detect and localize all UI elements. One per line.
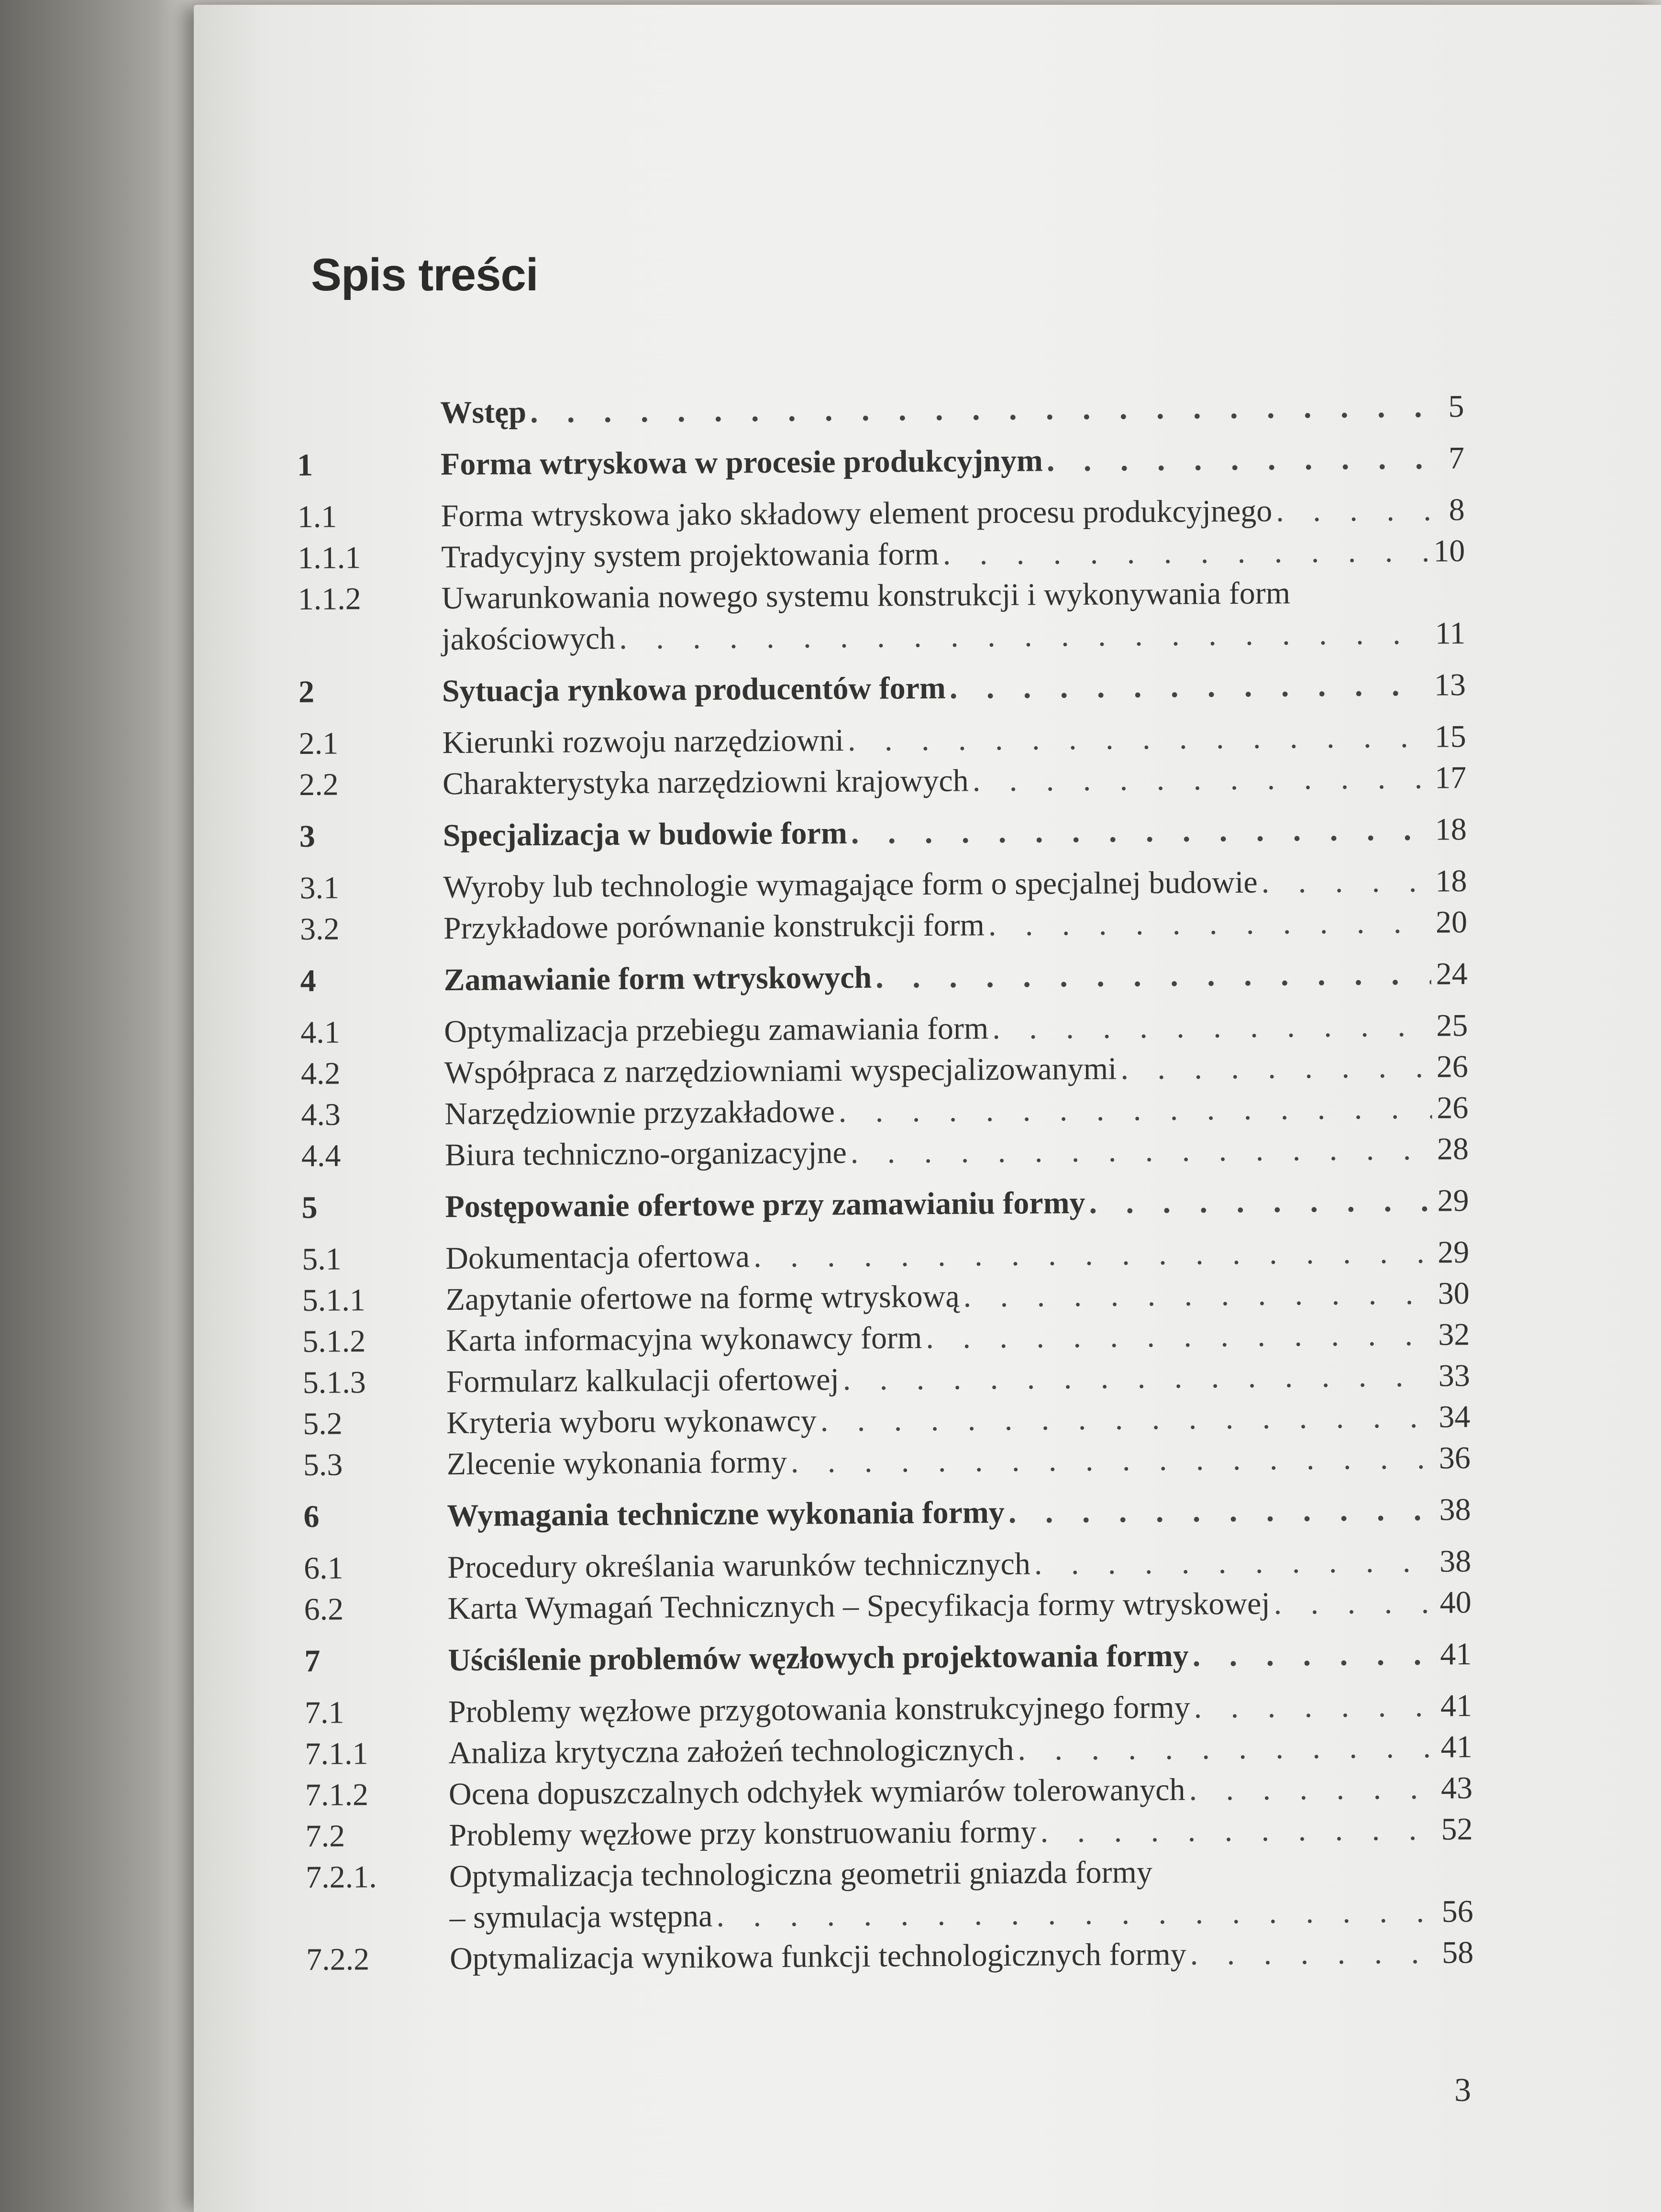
toc-dot-leader <box>1273 1582 1435 1625</box>
toc-entry-page: 56 <box>1441 1894 1473 1929</box>
toc-section-entry <box>305 1809 1473 1857</box>
toc-entry-page: 13 <box>1434 667 1466 703</box>
toc-section-entry <box>303 1396 1470 1445</box>
toc-entry-body <box>445 1180 1469 1228</box>
toc-chapter-entry <box>304 1634 1472 1682</box>
toc-entry-title: Optymalizacja wynikowa funkcji technologicznych formy <box>449 1936 1186 1977</box>
toc-entry-number: 4.1 <box>300 1015 341 1050</box>
toc-entry-line <box>445 1232 1469 1279</box>
toc-entry-page: 28 <box>1437 1131 1469 1167</box>
toc-entry-line <box>447 1438 1471 1485</box>
toc-entry-body <box>445 1273 1469 1320</box>
toc-dot-leader <box>1276 490 1431 532</box>
toc-entry-line <box>446 1355 1470 1403</box>
toc-entry-line <box>440 386 1464 433</box>
toc-entry-page: 52 <box>1441 1812 1473 1847</box>
toc-entry-number: 7.1.2 <box>305 1777 369 1813</box>
toc-entry-page: 15 <box>1434 719 1466 754</box>
toc-dot-leader <box>1120 1047 1432 1090</box>
toc-entry-line <box>449 1768 1473 1815</box>
toc-section-entry <box>303 1355 1470 1404</box>
toc-section-entry <box>305 1685 1472 1734</box>
toc-section-entry <box>297 489 1464 538</box>
toc-entry-number: 6.2 <box>304 1592 344 1627</box>
toc-entry-number: 2.2 <box>299 767 339 802</box>
toc-section-entry <box>298 572 1466 661</box>
toc-entry-line <box>441 438 1464 485</box>
toc-entry-title: Wymagania techniczne wykonania formy <box>447 1495 1005 1534</box>
toc-entry-body <box>440 386 1464 433</box>
toc-entry-page: 10 <box>1433 533 1465 569</box>
toc-entry-body <box>448 1634 1472 1681</box>
toc-entry-line <box>446 1396 1470 1444</box>
toc-entry-page: 18 <box>1435 863 1467 899</box>
toc-entry-body <box>449 1809 1473 1856</box>
toc-entry-title: Kryteria wyboru wykonawcy <box>446 1403 817 1441</box>
toc-entry-body <box>443 953 1467 1001</box>
toc-entry-number: 5 <box>301 1190 318 1225</box>
toc-dot-leader <box>848 717 1430 761</box>
toc-section-entry <box>302 1314 1470 1362</box>
toc-entry-page: 24 <box>1436 956 1468 992</box>
toc-entry-line <box>450 1932 1473 1980</box>
toc-entry-title: Tradycyjny system projektowania form <box>441 536 940 575</box>
toc-entry-title: Problemy węzłowe przy konstruowaniu formy <box>449 1814 1037 1853</box>
toc-entry-body <box>443 861 1467 908</box>
toc-dot-leader <box>1018 1727 1436 1770</box>
toc-dot-leader <box>943 531 1429 575</box>
toc-entry-body <box>441 531 1465 578</box>
table-of-contents <box>297 376 1473 1980</box>
toc-entry-body <box>449 1768 1473 1815</box>
toc-entry-number: 4 <box>300 963 316 998</box>
toc-entry-title: Zlecenie wykonania formy <box>446 1444 787 1482</box>
toc-dot-leader <box>992 1006 1432 1050</box>
toc-dot-leader <box>820 1397 1434 1442</box>
toc-chapter-entry <box>300 953 1467 1002</box>
toc-section-entry <box>301 1128 1469 1177</box>
toc-entry-line <box>448 1726 1472 1774</box>
toc-dot-leader <box>1040 1809 1436 1853</box>
toc-entry-title-line: Optymalizacja technologiczna geometrii gniazda formy <box>449 1855 1153 1894</box>
toc-section-entry <box>304 1582 1471 1630</box>
toc-dot-leader <box>850 1129 1432 1173</box>
page-number: 3 <box>1454 2072 1471 2109</box>
toc-entry-line <box>442 664 1466 712</box>
toc-entry-number: 2 <box>298 674 315 709</box>
toc-dot-leader <box>950 665 1430 709</box>
toc-dot-leader <box>963 1273 1433 1317</box>
toc-entry-title: Karta informacyjna wykonawcy form <box>446 1320 922 1359</box>
toc-entry-number: 6 <box>303 1499 320 1534</box>
toc-entry-page: 25 <box>1436 1008 1468 1043</box>
toc-section-entry <box>305 1768 1473 1816</box>
toc-entry-number: 1 <box>297 447 313 483</box>
toc-entry-body <box>444 1087 1468 1135</box>
toc-entry-line <box>444 1005 1468 1052</box>
toc-entry-title: Ocena dopuszczalnych odchyłek wymiarów tolerowanych <box>448 1772 1185 1812</box>
toc-entry-line <box>445 1273 1469 1320</box>
toc-entry-number: 3.1 <box>299 870 340 906</box>
toc-entry-line <box>445 1128 1469 1176</box>
toc-entry-number: 7 <box>304 1643 321 1679</box>
toc-entry-body <box>447 1438 1471 1485</box>
toc-entry-line <box>443 902 1467 949</box>
toc-entry-line <box>445 1180 1469 1228</box>
toc-entry-number: 4.4 <box>301 1138 341 1173</box>
toc-entry-body <box>446 1314 1470 1361</box>
toc-dot-leader <box>838 1088 1432 1133</box>
toc-entry-page: 58 <box>1441 1935 1474 1970</box>
toc-entry-title: Karta Wymagań Technicznych – Specyfikacja formy wtryskowej <box>447 1586 1270 1626</box>
toc-entry-number: 5.1.3 <box>302 1365 366 1400</box>
toc-entry-line <box>444 1046 1468 1094</box>
toc-chapter-entry <box>299 664 1466 713</box>
toc-entry-title: Narzędziownie przyzakładowe <box>444 1094 835 1132</box>
toc-entry-title: Analiza krytyczna założeń technologicznych <box>448 1732 1014 1771</box>
toc-entry-number: 1.1.2 <box>298 581 361 617</box>
toc-dot-leader <box>972 758 1430 802</box>
toc-entry-number: 7.2.2 <box>306 1942 370 1977</box>
toc-entry-title: Wstęp <box>440 395 527 431</box>
toc-dot-leader <box>851 809 1430 854</box>
toc-entry-title: Problemy węzłowe przygotowania konstrukcyjnego formy <box>448 1690 1190 1730</box>
toc-section-entry <box>305 1726 1472 1775</box>
toc-entry-body <box>443 809 1467 856</box>
toc-entry-line <box>441 531 1465 578</box>
page-title: Spis treści <box>311 249 538 300</box>
toc-dot-leader <box>1261 861 1430 903</box>
toc-entry-line <box>448 1634 1472 1681</box>
toc-entry-number: 6.1 <box>303 1550 343 1586</box>
toc-section-entry <box>300 902 1467 950</box>
toc-entry-body <box>446 1355 1470 1403</box>
toc-entry-number: 3 <box>299 818 316 854</box>
toc-entry-page: 40 <box>1440 1585 1472 1620</box>
toc-entry-body <box>447 1489 1471 1537</box>
toc-entry-line <box>447 1541 1471 1588</box>
toc-entry-title: Zamawianie form wtryskowych <box>443 960 872 998</box>
toc-entry-page: 34 <box>1439 1399 1471 1435</box>
toc-dot-leader <box>1089 1181 1432 1224</box>
toc-entry-page: 29 <box>1437 1183 1469 1218</box>
toc-entry-number: 5.1 <box>301 1241 342 1277</box>
toc-section-entry <box>303 1438 1471 1486</box>
toc-entry-line <box>447 1582 1471 1629</box>
toc-entry-number: 5.1.1 <box>302 1283 365 1318</box>
toc-entry-page: 33 <box>1438 1358 1470 1394</box>
toc-entry-title: Uściślenie problemów węzłowych projektowania formy <box>448 1638 1189 1678</box>
toc-entry-line <box>443 861 1467 908</box>
toc-entry-page: 11 <box>1435 616 1466 651</box>
toc-entry-line <box>449 1809 1473 1856</box>
toc-entry-line <box>443 953 1467 1001</box>
toc-entry-body <box>445 1232 1469 1279</box>
toc-entry-body <box>443 757 1466 805</box>
toc-entry-page: 32 <box>1438 1317 1470 1352</box>
toc-dot-leader <box>1190 1932 1437 1975</box>
toc-entry-body <box>447 1541 1471 1588</box>
toc-entry-page: 26 <box>1437 1090 1469 1126</box>
toc-entry-number: 1.1 <box>297 499 337 534</box>
toc-entry-title: jakościowych <box>442 620 616 657</box>
toc-entry-line <box>446 1314 1470 1361</box>
toc-section-entry <box>299 757 1466 806</box>
toc-chapter-entry <box>297 386 1464 434</box>
toc-entry-number: 2.1 <box>299 726 339 761</box>
toc-entry-body <box>441 438 1464 485</box>
toc-dot-leader <box>875 954 1431 998</box>
toc-entry-title: Współpraca z narzędziowniami wyspecjalizowanymi <box>444 1051 1117 1091</box>
toc-entry-number: 3.2 <box>299 911 340 947</box>
toc-entry-body <box>447 1582 1471 1629</box>
toc-dot-leader <box>1194 1686 1436 1728</box>
toc-chapter-entry <box>303 1489 1471 1537</box>
toc-entry-body <box>446 1396 1470 1444</box>
toc-entry-body <box>442 664 1466 712</box>
toc-entry-line <box>442 613 1465 660</box>
toc-dot-leader <box>791 1438 1434 1483</box>
toc-entry-body <box>441 489 1464 537</box>
toc-entry-body <box>443 902 1467 949</box>
toc-section-entry <box>306 1932 1473 1980</box>
toc-section-entry <box>298 531 1465 579</box>
toc-entry-body <box>448 1726 1472 1774</box>
toc-entry-number: 4.2 <box>300 1056 341 1091</box>
toc-entry-page: 20 <box>1435 905 1468 940</box>
toc-entry-title-line: Uwarunkowania nowego systemu konstrukcji i wykonywania form <box>441 575 1291 616</box>
toc-entry-number: 5.3 <box>303 1447 343 1482</box>
toc-entry-page: 38 <box>1439 1544 1472 1579</box>
toc-entry-number: 5.2 <box>303 1406 343 1441</box>
toc-chapter-entry <box>299 809 1467 857</box>
toc-entry-title: Kierunki rozwoju narzędziowni <box>442 723 844 761</box>
toc-entry-page: 30 <box>1438 1276 1470 1311</box>
toc-entry-page: 43 <box>1440 1770 1473 1806</box>
toc-entry-line <box>447 1489 1471 1537</box>
toc-dot-leader <box>619 613 1430 659</box>
toc-entry-number: 7.2 <box>305 1818 345 1854</box>
toc-dot-leader <box>530 387 1431 433</box>
toc-section-entry <box>300 1005 1468 1053</box>
toc-entry-title: Charakterystyka narzędziowni krajowych <box>442 763 969 802</box>
toc-entry-line <box>449 1891 1473 1938</box>
toc-chapter-entry <box>301 1180 1469 1228</box>
toc-section-entry <box>304 1541 1471 1589</box>
toc-entry-page: 38 <box>1439 1492 1471 1527</box>
toc-dot-leader <box>843 1356 1434 1401</box>
toc-entry-line <box>441 489 1464 537</box>
toc-chapter-entry <box>297 438 1464 486</box>
toc-entry-page: 36 <box>1439 1440 1471 1476</box>
toc-entry-title: Sytuacja rynkowa producentów form <box>442 670 946 709</box>
toc-entry-page: 41 <box>1440 1729 1473 1765</box>
toc-dot-leader <box>1008 1490 1435 1533</box>
toc-entry-number: 7.2.1. <box>305 1859 377 1895</box>
toc-section-entry <box>299 716 1466 764</box>
toc-entry-body <box>441 572 1465 660</box>
toc-entry-number: 4.3 <box>301 1097 341 1132</box>
toc-entry-page: 26 <box>1436 1049 1469 1084</box>
toc-entry-title: – symulacja wstępna <box>449 1898 713 1936</box>
toc-entry-body <box>448 1685 1472 1733</box>
toc-entry-page: 17 <box>1434 760 1467 796</box>
toc-section-entry <box>306 1850 1473 1939</box>
toc-entry-page: 18 <box>1435 812 1467 847</box>
toc-entry-title: Formularz kalkulacji ofertowej <box>446 1362 840 1400</box>
toc-entry-line <box>448 1685 1472 1733</box>
toc-entry-body <box>442 716 1466 763</box>
toc-dot-leader <box>926 1315 1433 1359</box>
toc-entry-body <box>450 1932 1473 1980</box>
toc-entry-title: Biura techniczno-organizacyjne <box>444 1135 847 1173</box>
toc-entry-title: Procedury określania warunków technicznych <box>447 1546 1031 1585</box>
toc-entry-page: 8 <box>1449 492 1465 528</box>
toc-entry-body <box>445 1128 1469 1176</box>
toc-entry-page: 41 <box>1440 1637 1472 1672</box>
toc-dot-leader <box>1034 1541 1435 1585</box>
toc-dot-leader <box>753 1232 1433 1278</box>
toc-section-entry <box>301 1087 1468 1136</box>
toc-entry-line <box>444 1087 1468 1135</box>
toc-entry-title: Forma wtryskowa jako składowy element procesu produkcyjnego <box>441 493 1273 534</box>
toc-entry-body <box>444 1046 1468 1094</box>
toc-section-entry <box>301 1046 1468 1095</box>
toc-entry-page: 29 <box>1437 1235 1470 1270</box>
toc-dot-leader <box>716 1891 1437 1937</box>
toc-entry-title: Postępowanie ofertowe przy zamawianiu formy <box>445 1185 1085 1225</box>
toc-entry-number: 7.1 <box>304 1695 344 1730</box>
toc-entry-line <box>443 809 1467 856</box>
toc-dot-leader <box>1192 1634 1435 1677</box>
toc-section-entry <box>302 1273 1469 1321</box>
toc-dot-leader <box>1189 1768 1436 1811</box>
toc-entry-line <box>442 716 1466 763</box>
toc-entry-number: 1.1.1 <box>298 540 361 575</box>
toc-entry-body <box>444 1005 1468 1052</box>
toc-entry-number: 5.1.2 <box>302 1324 366 1359</box>
toc-section-entry <box>302 1232 1469 1280</box>
toc-entry-title: Optymalizacja przebiegu zamawiania form <box>444 1011 989 1050</box>
toc-dot-leader <box>988 902 1431 946</box>
toc-entry-page: 7 <box>1448 441 1465 476</box>
toc-entry-title: Dokumentacja ofertowa <box>445 1239 750 1276</box>
toc-entry-title: Przykładowe porównanie konstrukcji form <box>443 907 985 946</box>
toc-entry-number: 7.1.1 <box>305 1736 368 1771</box>
toc-entry-line <box>443 757 1466 805</box>
toc-entry-title: Forma wtryskowa w procesie produkcyjnym <box>440 443 1043 482</box>
toc-entry-page: 5 <box>1448 389 1464 424</box>
toc-entry-title: Specjalizacja w budowie form <box>443 815 848 853</box>
toc-dot-leader <box>1047 438 1431 482</box>
toc-entry-title: Wyroby lub technologie wymagające form o specjalnej budowie <box>443 864 1258 905</box>
toc-entry-body <box>449 1850 1473 1938</box>
toc-entry-title: Zapytanie ofertowe na formę wtryskową <box>445 1279 960 1317</box>
toc-section-entry <box>299 861 1467 909</box>
toc-entry-page: 41 <box>1440 1688 1473 1724</box>
